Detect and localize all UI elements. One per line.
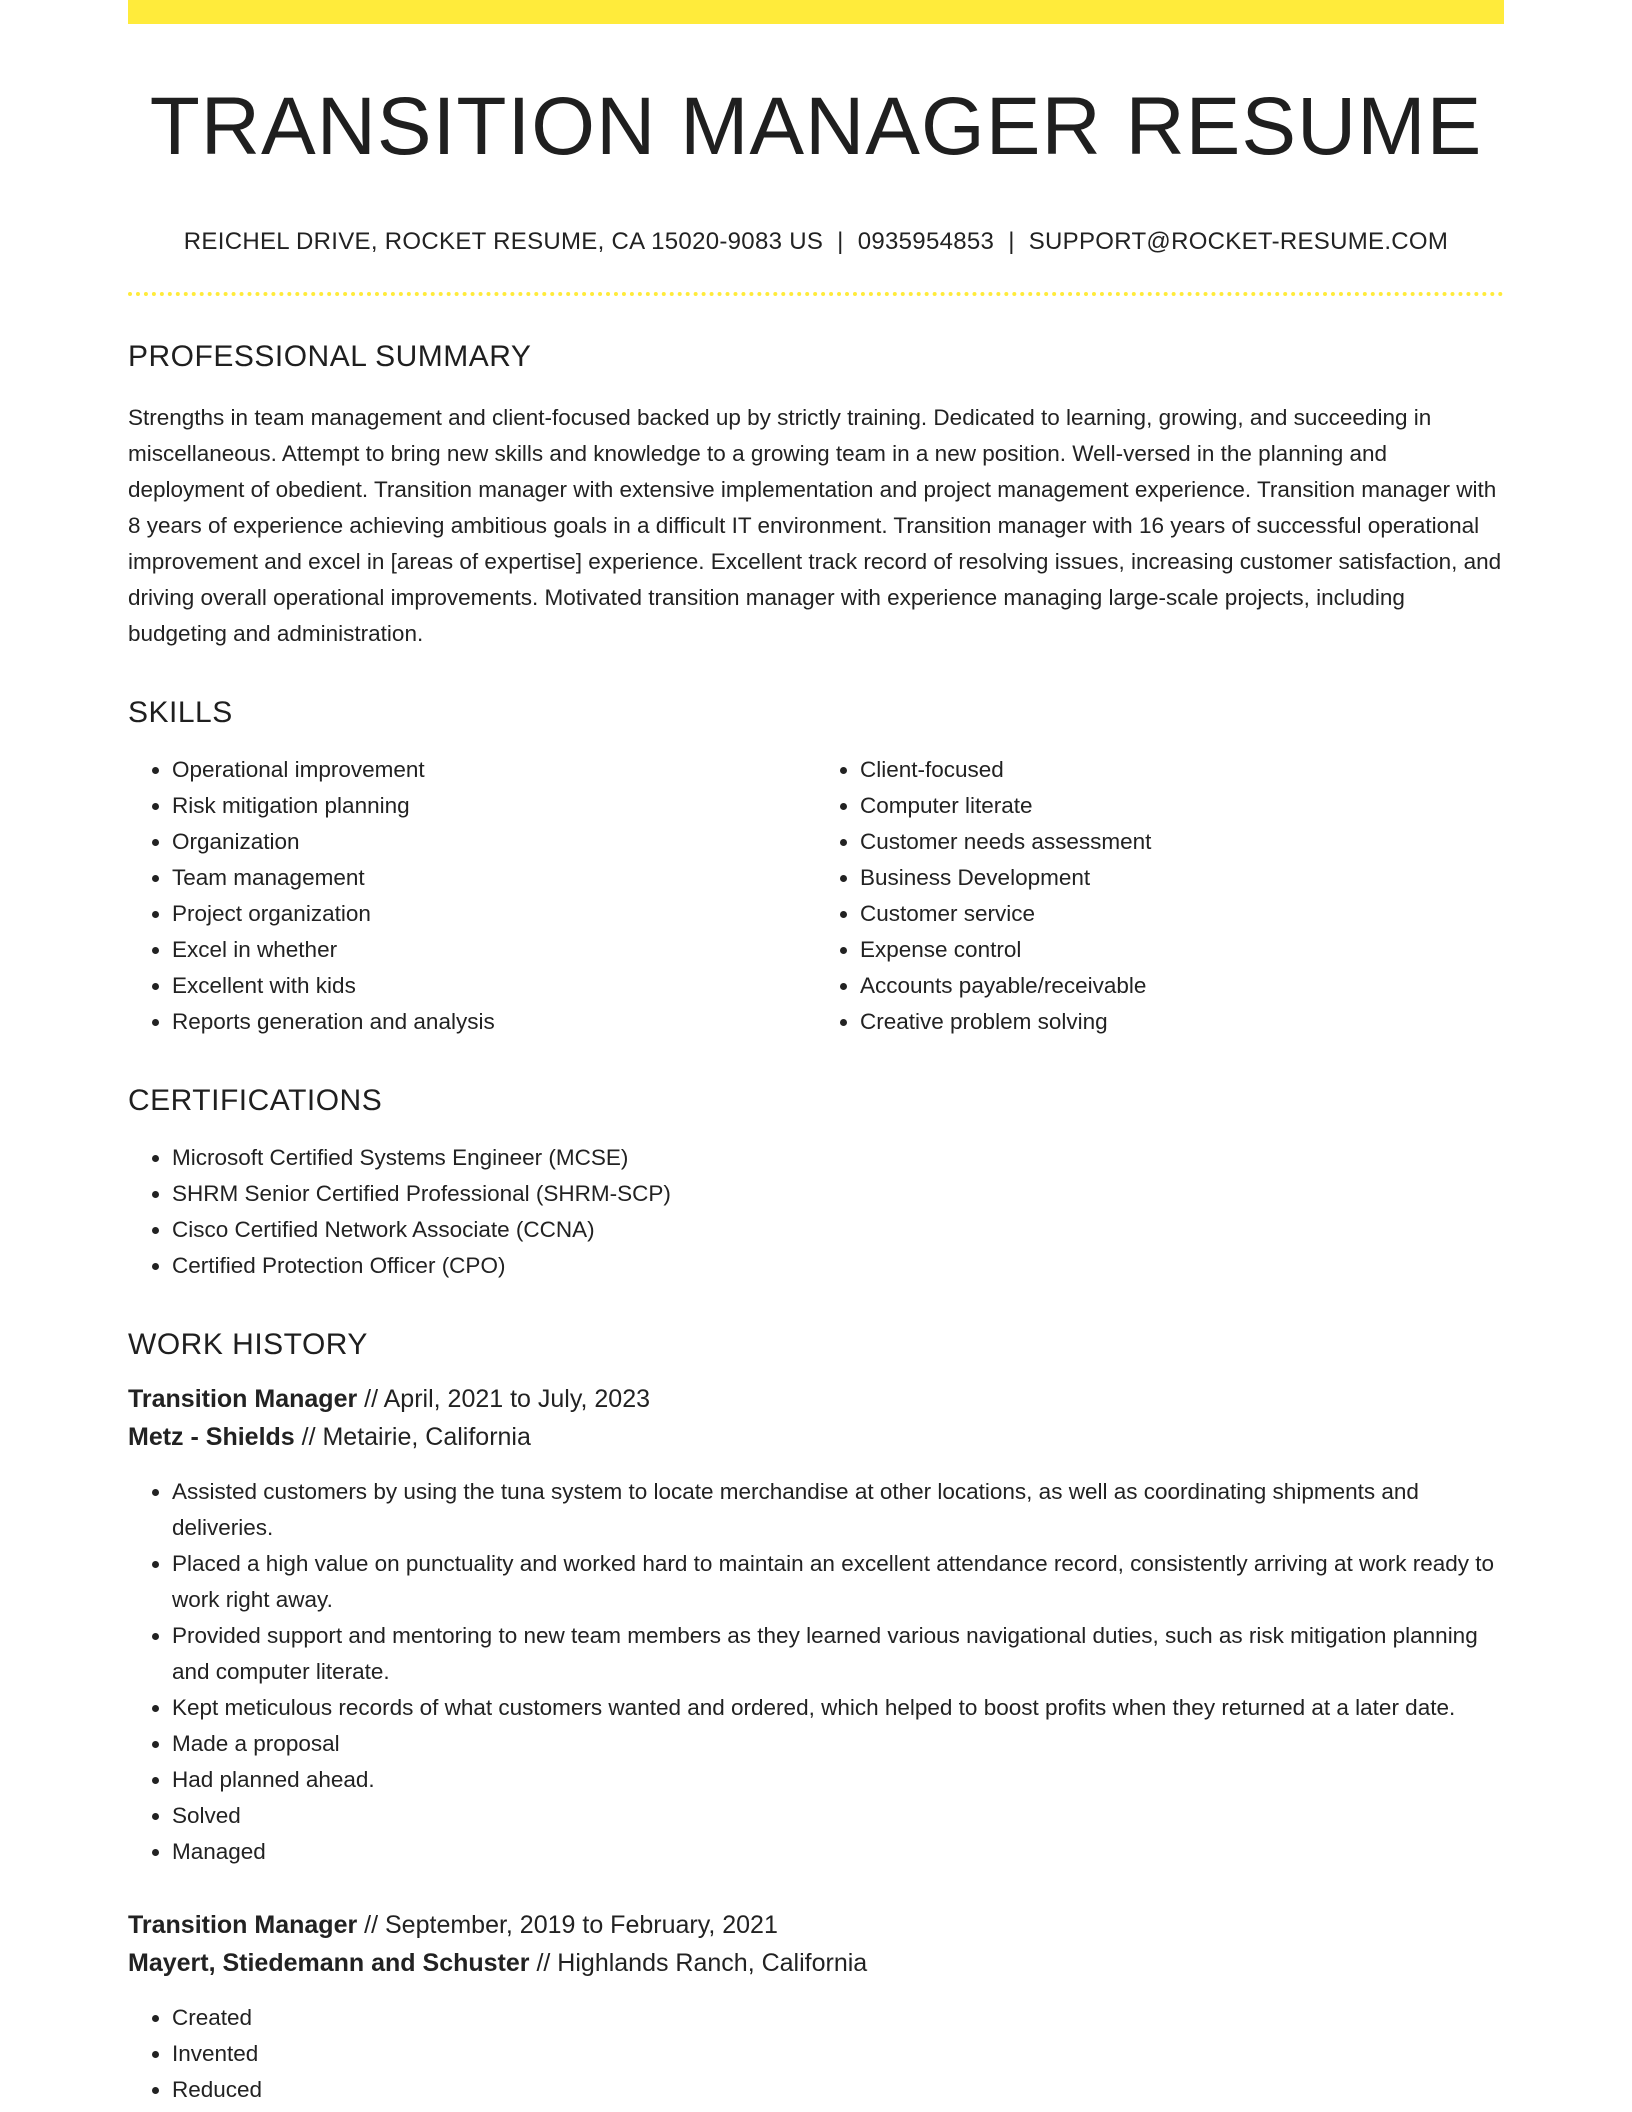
certifications-heading: CERTIFICATIONS	[128, 1084, 383, 1118]
skill-item: • Creative problem solving	[860, 1004, 1504, 1040]
certification-item: • Microsoft Certified Systems Engineer (MCSE)	[172, 1140, 1504, 1176]
contact-separator: |	[837, 228, 844, 256]
job-duty: • Invented	[172, 2036, 1504, 2072]
contact-phone: 0935954853	[857, 228, 995, 256]
certification-item: • Cisco Certified Network Associate (CCNA)	[172, 1212, 1504, 1248]
resume-title: TRANSITION MANAGER RESUME	[149, 81, 1483, 172]
contact-line	[128, 228, 1504, 256]
job-location: // Metairie, California	[301, 1423, 531, 1452]
certifications-list	[128, 1140, 1504, 1284]
job-dates: // April, 2021 to July, 2023	[364, 1385, 650, 1414]
job-company: Metz - Shields	[128, 1423, 295, 1452]
skill-item: • Client-focused	[860, 752, 1504, 788]
job-title-line	[128, 1906, 1504, 1944]
job-duty: • Managed	[172, 1834, 1504, 1870]
skill-item: • Excel in whether	[172, 932, 816, 968]
job-duties-list	[128, 2000, 1504, 2108]
job-duty: • Made a proposal	[172, 1726, 1504, 1762]
accent-bar	[128, 0, 1504, 24]
skills-left-list	[128, 752, 816, 1040]
summary-text: Strengths in team management and client-focused backed up by strictly training. Dedicated to learning, growing, and succeeding in miscellaneous. Attempt to bring new skills and knowledge to a growing team in a new position. Well-versed in the planning and deployment of obedient. Transition manager with extensive implementation and project management experience. Transition manager with 8 years of experience achieving ambitious goals in a difficult IT environment. Transition manager with 16 years of successful operational improvement and excel in [areas of expertise] experience. Excellent track record of resolving issues, increasing customer satisfaction, and driving overall operational improvements. Motivated transition manager with experience managing large-scale projects, including budgeting and administration.	[128, 405, 1502, 647]
skill-item: • Project organization	[172, 896, 816, 932]
job-entry	[128, 1906, 1504, 2108]
job-duty: • Placed a high value on punctuality and worked hard to maintain an excellent attendance record, consistently arriving at work ready to work right away.	[172, 1546, 1504, 1618]
job-entry	[128, 1380, 1504, 1870]
resume-page	[128, 0, 1504, 2108]
skill-item: • Accounts payable/receivable	[860, 968, 1504, 1004]
job-duty: • Had planned ahead.	[172, 1762, 1504, 1798]
skills-grid	[128, 730, 1504, 1040]
job-location: // Highlands Ranch, California	[536, 1949, 868, 1978]
skill-item: • Reports generation and analysis	[172, 1004, 816, 1040]
skill-item: • Team management	[172, 860, 816, 896]
work-history-heading: WORK HISTORY	[128, 1328, 368, 1362]
skill-item: • Customer service	[860, 896, 1504, 932]
job-company-line	[128, 1944, 1504, 1982]
skill-item: • Expense control	[860, 932, 1504, 968]
contact-email: SUPPORT@ROCKET-RESUME.COM	[1028, 228, 1449, 256]
job-title: Transition Manager	[128, 1385, 358, 1414]
skills-heading: SKILLS	[128, 696, 233, 730]
certification-item: • Certified Protection Officer (CPO)	[172, 1248, 1504, 1284]
job-company-line	[128, 1418, 1504, 1456]
job-duty: • Solved	[172, 1798, 1504, 1834]
contact-separator: |	[1008, 228, 1015, 256]
skill-item: • Risk mitigation planning	[172, 788, 816, 824]
skill-item: • Customer needs assessment	[860, 824, 1504, 860]
skill-item: • Excellent with kids	[172, 968, 816, 1004]
skill-item: • Organization	[172, 824, 816, 860]
job-duty: • Provided support and mentoring to new team members as they learned various navigational duties, such as risk mitigation planning and computer literate.	[172, 1618, 1504, 1690]
contact-address: REICHEL DRIVE, ROCKET RESUME, CA 15020-9083 US	[183, 228, 824, 256]
dotted-divider	[128, 292, 1504, 296]
job-duty: • Kept meticulous records of what customers wanted and ordered, which helped to boost profits when they returned at a later date.	[172, 1690, 1504, 1726]
job-duties-list	[128, 1474, 1504, 1870]
summary-heading: PROFESSIONAL SUMMARY	[128, 340, 532, 374]
job-dates: // September, 2019 to February, 2021	[364, 1911, 778, 1940]
skill-item: • Computer literate	[860, 788, 1504, 824]
job-duty: • Created	[172, 2000, 1504, 2036]
skill-item: • Operational improvement	[172, 752, 816, 788]
job-title: Transition Manager	[128, 1911, 358, 1940]
skills-right-list	[816, 752, 1504, 1040]
job-duty: • Reduced	[172, 2072, 1504, 2108]
skill-item: • Business Development	[860, 860, 1504, 896]
certification-item: • SHRM Senior Certified Professional (SHRM-SCP)	[172, 1176, 1504, 1212]
job-company: Mayert, Stiedemann and Schuster	[128, 1949, 530, 1978]
job-duty: • Assisted customers by using the tuna system to locate merchandise at other locations, as well as coordinating shipments and deliveries.	[172, 1474, 1504, 1546]
job-title-line	[128, 1380, 1504, 1418]
